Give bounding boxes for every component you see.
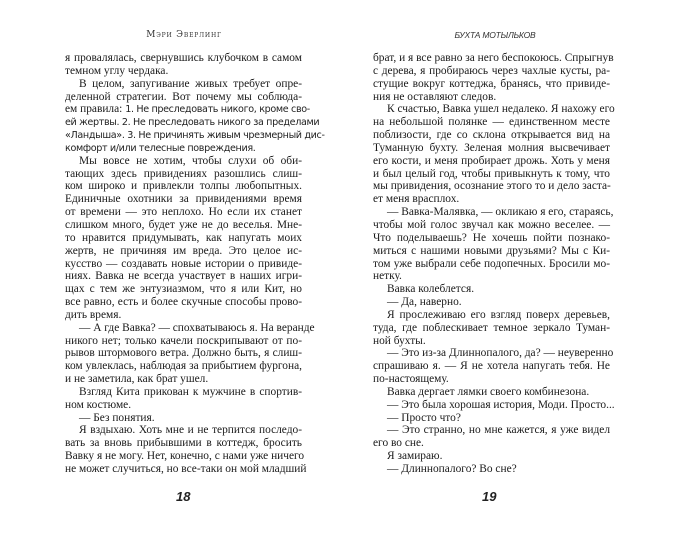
text-line	[373, 424, 610, 437]
body-text	[373, 52, 615, 476]
text-line-serif: чтобы мой голос звучал как можно веселее. —	[373, 218, 610, 231]
text-line-serif: стущие вокруг коттеджа, бранясь, что привиде-	[373, 77, 610, 90]
text-line-serif: вать за вновь прибывшими в коттедж, бросить	[65, 437, 302, 450]
text-line	[65, 386, 302, 399]
text-line-serif: кусство — создавать новые истории о привиде-	[65, 257, 302, 270]
text-line-serif: от времени — это неплохо. Но если их станет	[65, 206, 302, 219]
text-line	[65, 347, 302, 360]
text-line	[65, 129, 325, 142]
handwritten-rules-text: ей жертвы. 2. Не преследовать никого за пределами	[65, 117, 320, 129]
text-line	[373, 347, 614, 360]
text-line	[373, 386, 610, 399]
text-line-serif: то нравится придумывать, как напугать моих	[65, 231, 302, 244]
text-line	[373, 270, 610, 283]
text-line	[373, 78, 610, 91]
text-line-serif: ком увлеклась, наблюдая за прибытием фургона,	[65, 360, 302, 373]
text-line	[373, 103, 615, 116]
text-line-serif: туда, где поблескивает темное зеркало Туман-	[373, 321, 610, 334]
text-line	[373, 245, 610, 258]
text-line	[65, 412, 302, 425]
text-line	[65, 65, 302, 78]
text-line-serif: В целом, запугивание живых требует опре-	[79, 77, 302, 90]
text-line-serif: темном углу чердака.	[65, 64, 169, 77]
text-line	[373, 258, 610, 271]
text-line	[65, 309, 302, 322]
text-line-serif: и не заметила, как брат ушел.	[65, 373, 209, 386]
text-line-serif: его кости, и меня пробирает дрожь. Хоть у меня	[373, 154, 610, 167]
text-line-serif: Вавка дергает лямки своего комбинезона.	[387, 385, 590, 398]
text-line	[373, 65, 610, 78]
text-line	[373, 116, 610, 129]
text-line	[373, 398, 615, 412]
text-line-serif: Что поделываешь? Не хочешь пойти познако-	[373, 231, 610, 244]
text-line	[65, 463, 307, 476]
text-line	[65, 258, 302, 271]
text-line-serif: его во сне.	[373, 437, 424, 450]
text-line-serif: ем правила:	[65, 103, 126, 116]
text-line-serif: Мы вовсе не хотим, чтобы слухи об оби-	[79, 154, 302, 167]
text-line-serif: Я прослеживаю его взгляд поверх деревьев,	[387, 308, 610, 321]
text-line	[373, 232, 610, 245]
text-line-serif: — Без понятия.	[79, 411, 155, 424]
text-line-serif: спрашиваю я. — Я не хотела напугать тебя. Не	[373, 360, 610, 373]
text-line-serif: не может случиться, но все-таки он мой младший	[65, 463, 307, 475]
text-line-serif: ном костюме.	[65, 398, 132, 411]
text-line	[373, 206, 614, 219]
text-line	[65, 399, 302, 412]
text-line	[373, 180, 610, 193]
text-line-serif: на небольшой полянке — единственном месте	[373, 116, 610, 129]
text-line	[65, 450, 305, 463]
text-line	[65, 245, 302, 258]
text-line	[373, 91, 610, 104]
handwritten-rules-text: комфорт и/или телесные повреждения.	[65, 142, 256, 154]
text-line	[373, 219, 610, 232]
text-line-serif: нетку.	[373, 270, 402, 283]
text-line-serif: Вавку я не могу. Нет, конечно, с нами уже ничего	[65, 450, 305, 463]
text-line-serif: К счастью, Вавка ушел недалеко. Я нахожу его	[387, 103, 615, 116]
text-line	[373, 193, 610, 206]
text-line-serif: — Да, наверно.	[387, 296, 462, 309]
text-line	[373, 463, 610, 476]
text-line-serif: рывов штормового ветра. Должно быть, я слиш-	[65, 347, 302, 360]
text-line-serif: брат, и я все равно за него беспокоюсь. Спрыгнув	[373, 52, 614, 64]
text-line	[65, 142, 302, 155]
right-page	[337, 0, 674, 545]
text-line	[65, 219, 302, 232]
text-line	[65, 103, 310, 116]
text-line-serif: щах с тем же энтузиазмом, что я или Кит, но	[65, 283, 302, 296]
text-line-serif: — Это из-за Длиннопалого, да? — неуверенно	[387, 347, 614, 360]
text-line-serif: Туманную бухту. Зеленая молния высвечивает	[373, 141, 610, 154]
text-line-serif: ет меня врасплох.	[373, 193, 460, 206]
text-line-serif: ной бухты.	[373, 334, 426, 347]
text-line-serif: тающих здесь привидениях разошлись слиш-	[65, 167, 302, 180]
text-line-serif: том уже выбрали себе подопечных. Бросили мо-	[373, 257, 610, 270]
text-line	[65, 155, 302, 168]
text-line-serif: слишком много, будет уже не до веселья. Мне-	[65, 218, 302, 231]
page-number: 18	[176, 489, 191, 504]
text-line-serif: миться с нашими новыми друзьями? Мы с Ки-	[373, 244, 610, 257]
text-line	[65, 193, 302, 206]
text-line	[373, 142, 610, 155]
text-line	[373, 437, 610, 450]
text-line	[65, 437, 302, 450]
text-line	[65, 270, 302, 283]
text-line-serif: мы привидения, осознание этого то и дело заста-	[373, 180, 611, 193]
page-number: 19	[482, 489, 497, 504]
text-line	[65, 335, 302, 348]
text-line-serif: ком широко и привлекли толпы любопытных.	[65, 180, 302, 193]
running-head-title: БУХТА МОТЫЛЬКОВ	[454, 30, 536, 40]
text-line	[65, 321, 315, 335]
text-line	[373, 360, 610, 373]
text-line-serif: я провалялась, свернувшись клубочком в самом	[65, 52, 302, 64]
text-line	[65, 373, 302, 386]
text-line	[373, 52, 614, 65]
text-line	[373, 296, 610, 309]
text-line	[373, 129, 610, 142]
text-line-serif: ния не оставляют следов.	[373, 90, 497, 103]
text-line-serif: Взгляд Кита прикован к мужчине в спортив-	[79, 385, 302, 398]
text-line-serif: Единичные охотники за привидениями время	[65, 193, 302, 206]
running-head-author: Мэри Эверлинг	[146, 30, 222, 40]
text-line-serif: по-настоящему.	[373, 373, 449, 386]
text-line	[65, 78, 302, 91]
text-line	[65, 232, 302, 245]
text-line-serif: Вавка колеблется.	[387, 283, 475, 296]
text-line	[65, 296, 302, 309]
text-line-serif: — А где Вавка? — спохватываюсь я. На веранде	[79, 321, 315, 334]
text-line	[373, 309, 610, 322]
text-line	[373, 283, 610, 296]
text-line	[373, 450, 610, 463]
text-line	[65, 168, 302, 181]
body-text	[65, 52, 325, 476]
text-line-serif: — Просто что?	[387, 411, 461, 424]
text-line-serif: — Это странно, но мне кажется, я уже видел	[387, 424, 610, 437]
text-line	[373, 335, 610, 348]
text-line	[65, 116, 320, 129]
text-line	[65, 52, 302, 65]
text-line	[373, 168, 610, 181]
text-line-serif: ниях. Вавка не всегда участвует в наших игри-	[65, 270, 302, 283]
text-line	[373, 322, 610, 335]
text-line	[373, 412, 610, 425]
text-line-serif: — Вавка-Малявка, — окликаю я его, стараясь,	[387, 206, 614, 219]
text-line	[65, 180, 302, 193]
text-line-serif: поблизости, где со склона открывается вид на	[373, 129, 610, 142]
text-line-serif: Я замираю.	[387, 450, 443, 463]
text-line-serif: — Длиннопалого? Во сне?	[387, 463, 517, 475]
text-line-serif: деленной стратегии. Вот почему мы соблюда-	[65, 90, 302, 103]
text-line-serif: дить время.	[65, 308, 122, 321]
text-line-serif: Я вздыхаю. Хоть мне и не терпится последо-	[79, 424, 302, 437]
text-line-serif: — Это была хорошая история, Моди. Просто...	[387, 398, 615, 411]
text-line-serif: жертв, не причиняя им вреда. Это целое ис-	[65, 244, 302, 257]
text-line-serif: с дерева, я пробираюсь через чахлые кусты, ра-	[373, 64, 610, 77]
text-line	[65, 360, 302, 373]
text-line	[65, 283, 302, 296]
text-line	[65, 206, 302, 219]
text-line-serif: и был целый год, чтобы привыкнуть к тому, что	[373, 167, 610, 180]
text-line-serif: все равно, есть и более скучные способы прово-	[65, 296, 302, 309]
handwritten-rules-text: «Ландыша». 3. Не причинять живым чрезмерный дис-	[65, 130, 325, 142]
text-line	[373, 373, 610, 386]
text-line	[373, 155, 610, 168]
handwritten-rules-text: 1. Не преследовать никого, кроме сво-	[125, 104, 310, 116]
text-line	[65, 91, 302, 104]
text-line	[65, 424, 302, 437]
text-line-serif: никого нет; только качели поскрипывают от по-	[65, 334, 302, 347]
